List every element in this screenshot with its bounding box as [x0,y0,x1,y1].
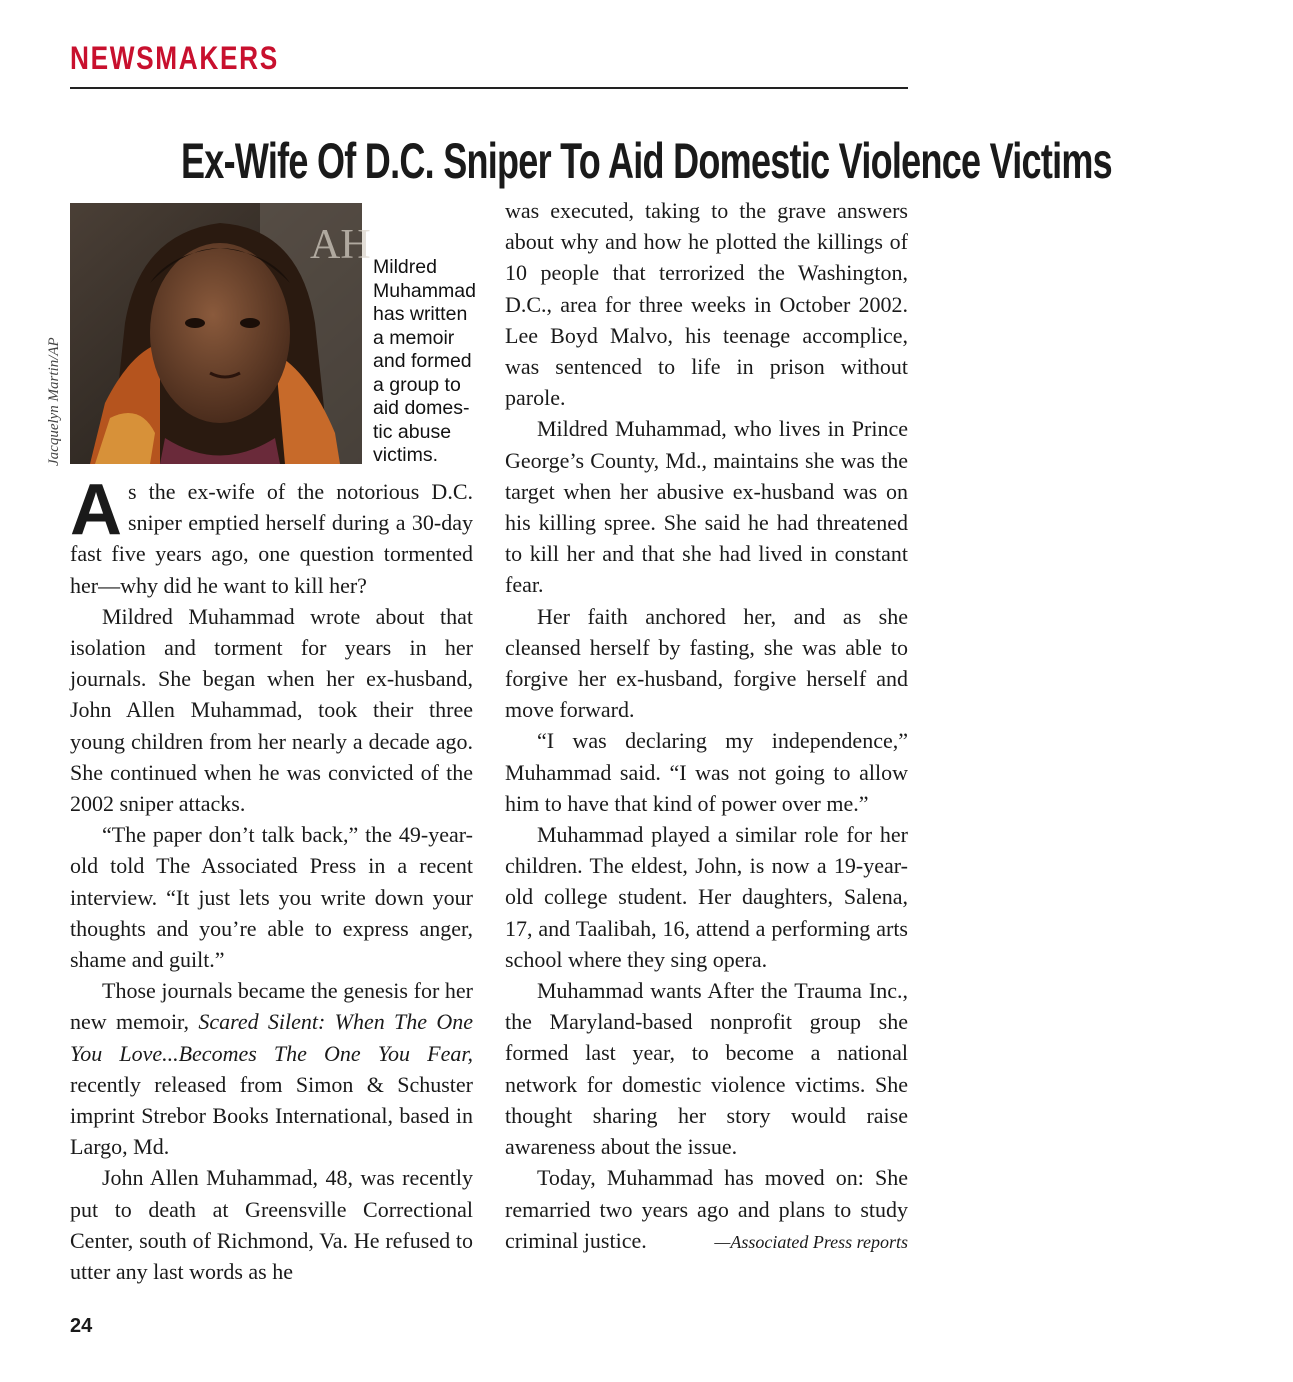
headline-text: Ex-Wife Of D.C. Sniper To Aid Domestic Violence Victims [181,133,1112,189]
signoff: —Associated Press reports [714,1231,908,1252]
article-paragraph: John Allen Muhammad, 48, was recently put to death at Greensville Correctional Center, south of Richmond, Va. He refused to utter any last words as he [70,1165,473,1285]
caption-line: tic abuse [373,420,452,443]
paragraph-text: Those journals became the genesis for her new memoir, [70,978,473,1035]
paragraph-text: s the ex-wife of the notorious D.C. sniper emptied herself during a 30-day fast five years ago, one question tormented her—why did he want to kill her? [70,479,473,598]
caption-line: a memoir [373,326,455,349]
article-paragraph [70,470,473,601]
article-paragraph: “The paper don’t talk back,” the 49-year-old told The Associated Press in a recent interview. “It just lets you write down your thoughts and you’re able to express anger, shame and guilt.” [70,822,473,973]
photo-caption [373,256,491,468]
article-column-right [505,195,908,1258]
header-rule [70,87,908,89]
background-lettering: AH [310,222,371,268]
portrait-photo [70,203,371,464]
article-paragraph: Mildred Muhammad, who lives in Prince George’s County, Md., maintains she was the target when her abusive ex-husband was on his killing spree. She said he had threatened to kill her and that she had lived in constant fear. [505,416,908,598]
photo [70,203,371,464]
article-paragraph [505,1162,908,1256]
article-paragraph: Mildred Muhammad wrote about that isolation and torment for years in her journals. She began when her ex-husband, John Allen Muhammad, took their three young children from her nearly a decade ago. She continued when he was convicted of the 2002 sniper attacks. [70,603,473,817]
section-label: NEWSMAKERS [70,40,279,76]
page-number: 24 [70,1315,93,1337]
caption-line: aid domes- [373,397,470,419]
article-paragraph: “I was declaring my independence,” Muhammad said. “I was not going to allow him to have that kind of power over me.” [505,728,908,816]
book-title: Scared Silent: When The One You Love...Becomes The One You Fear, [70,1009,474,1066]
photo-credit: Jacquelyn Martin/AP [46,337,62,466]
caption-line: Mildred [373,256,437,278]
article-paragraph [70,975,473,1162]
article-paragraph: Muhammad played a similar role for her children. The eldest, John, is now a 19-year-old college student. Her daughters, Salena, 17, and Taalibah, 16, attend a performing arts school where they sing opera. [505,822,908,972]
paragraph-text: recently released from Simon & Schuster imprint Strebor Books International, based in Largo, Md. [70,1071,473,1160]
article-paragraph: was executed, taking to the grave answers about why and how he plotted the killings of 10 people that terrorized the Washington, D.C., area for three weeks in October 2002. Lee Boyd Malvo, his teenage accomplice, was sentenced to life in prison without parole. [505,198,908,411]
article-paragraph: Her faith anchored her, and as she cleansed herself by fasting, she was able to forgive her ex-husband, forgive herself and move forward. [505,603,908,723]
paragraph-text: Today, Muhammad has moved on: She remarried two years ago and plans to study criminal justice. [505,1165,908,1253]
caption-line: a group to [373,373,461,396]
drop-cap: A [70,470,122,550]
article-paragraph: Muhammad wants After the Trauma Inc., the Maryland-based nonprofit group she formed last year, to become a national network for domestic violence victims. She thought sharing her story would raise awareness about the issue. [505,978,908,1160]
caption-line: and formed [373,350,472,372]
headline [0,132,1112,190]
article-column-left [70,470,474,1287]
caption-line: has written [373,303,468,325]
caption-line: victims. [373,444,438,466]
caption-line: Muhammad [373,279,476,302]
